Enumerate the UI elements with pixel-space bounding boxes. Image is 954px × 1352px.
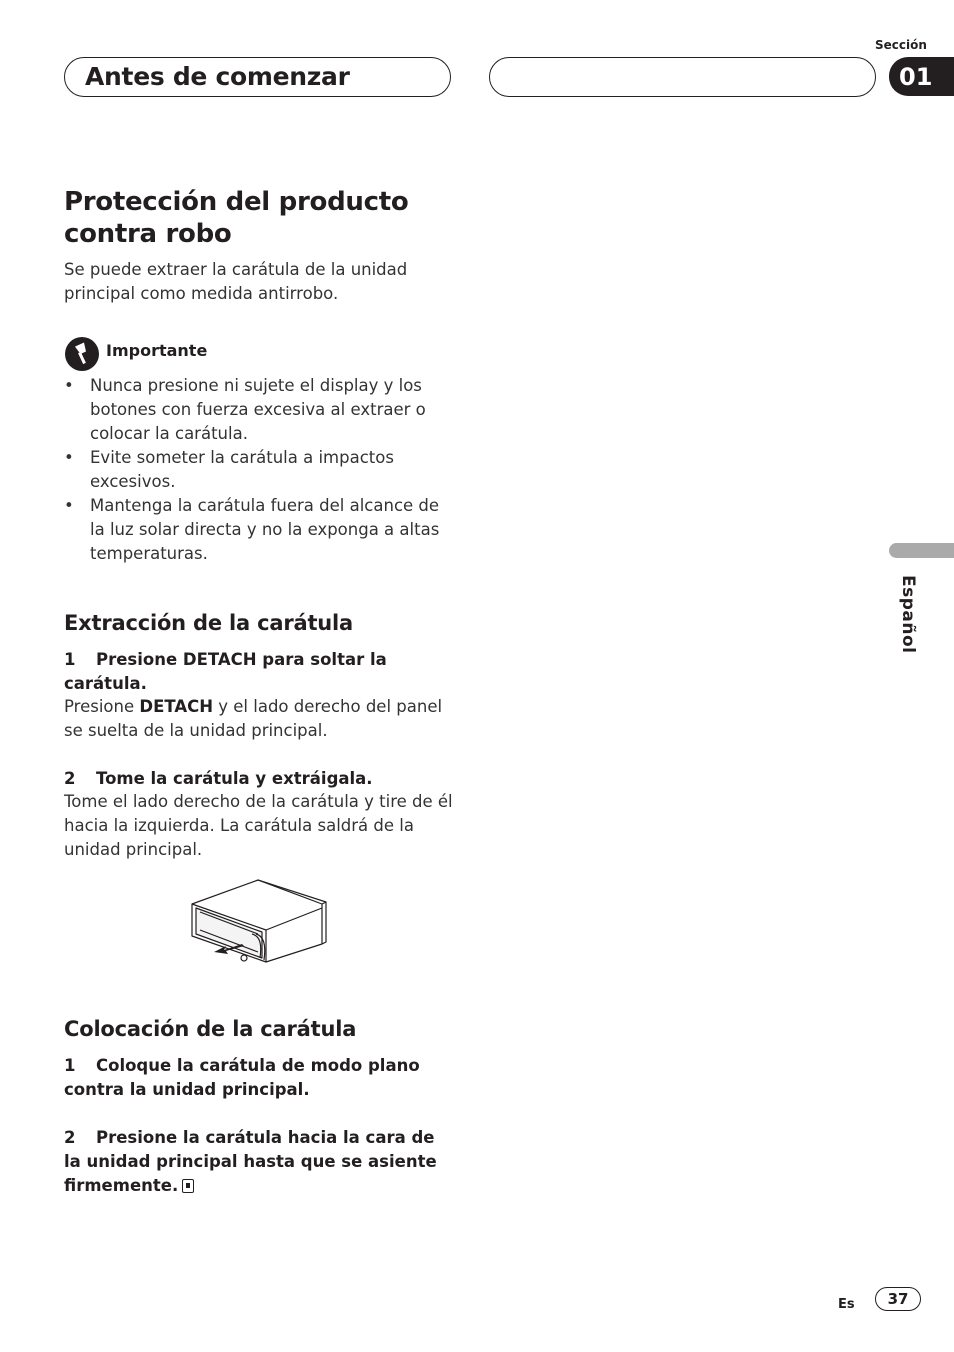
faceplate-removal-illustration	[186, 874, 330, 968]
step-body-text: y el lado derecho del panel se suelta de la unidad principal.	[64, 697, 443, 740]
language-tab	[889, 543, 954, 558]
end-mark-icon	[182, 1179, 194, 1193]
removal-step-2	[64, 767, 456, 791]
section-title: Antes de comenzar	[85, 62, 350, 91]
removal-step-1-body	[64, 695, 456, 743]
list-item	[64, 494, 454, 566]
header-empty-box	[489, 57, 876, 97]
step-number: 2	[64, 769, 76, 788]
bullet-text: Mantenga la carátula fuera del alcance de la luz solar directa y no la exponga a altas temperaturas.	[90, 496, 440, 563]
removal-step-2-body: Tome el lado derecho de la carátula y tire de él hacia la izquierda. La carátula saldrá de la unidad principal.	[64, 792, 453, 859]
list-item	[64, 374, 454, 446]
language-label: Español	[898, 575, 918, 654]
section-header	[64, 57, 451, 97]
list-item	[64, 446, 454, 494]
step-number: 2	[64, 1128, 76, 1147]
attach-heading: Colocación de la carátula	[64, 1017, 357, 1041]
removal-step-1	[64, 648, 456, 696]
step-title: Presione la carátula hacia la cara de la unidad principal hasta que se asiente firmemente.	[64, 1128, 437, 1195]
removal-heading: Extracción de la carátula	[64, 611, 354, 635]
intro-text: Se puede extraer la carátula de la unidad principal como medida antirrobo.	[64, 260, 408, 303]
bullet-glyph: •	[64, 496, 74, 515]
important-list	[64, 374, 454, 566]
section-label: Sección	[875, 38, 927, 52]
section-number: 01	[889, 57, 954, 96]
bullet-glyph: •	[64, 448, 74, 467]
footer-language-code: Es	[838, 1297, 855, 1312]
attach-step-1	[64, 1054, 456, 1102]
bullet-text: Evite someter la carátula a impactos excesivos.	[90, 448, 394, 491]
page-title: Protección del producto contra robo	[64, 187, 409, 249]
step-body-text: Presione	[64, 697, 140, 716]
attach-step-2	[64, 1126, 456, 1198]
step-number: 1	[64, 1056, 76, 1075]
important-icon	[64, 336, 100, 372]
step-number: 1	[64, 650, 76, 669]
step-title: Coloque la carátula de modo plano contra la unidad principal.	[64, 1056, 420, 1099]
detach-button-label: DETACH	[139, 697, 214, 716]
step-title: Presione DETACH para soltar la carátula.	[64, 650, 387, 693]
bullet-glyph: •	[64, 376, 74, 395]
important-label: Importante	[106, 341, 208, 360]
bullet-text: Nunca presione ni sujete el display y los botones con fuerza excesiva al extraer o colocar la carátula.	[90, 376, 426, 443]
page-number: 37	[875, 1287, 921, 1311]
step-title: Tome la carátula y extráigala.	[96, 769, 373, 788]
